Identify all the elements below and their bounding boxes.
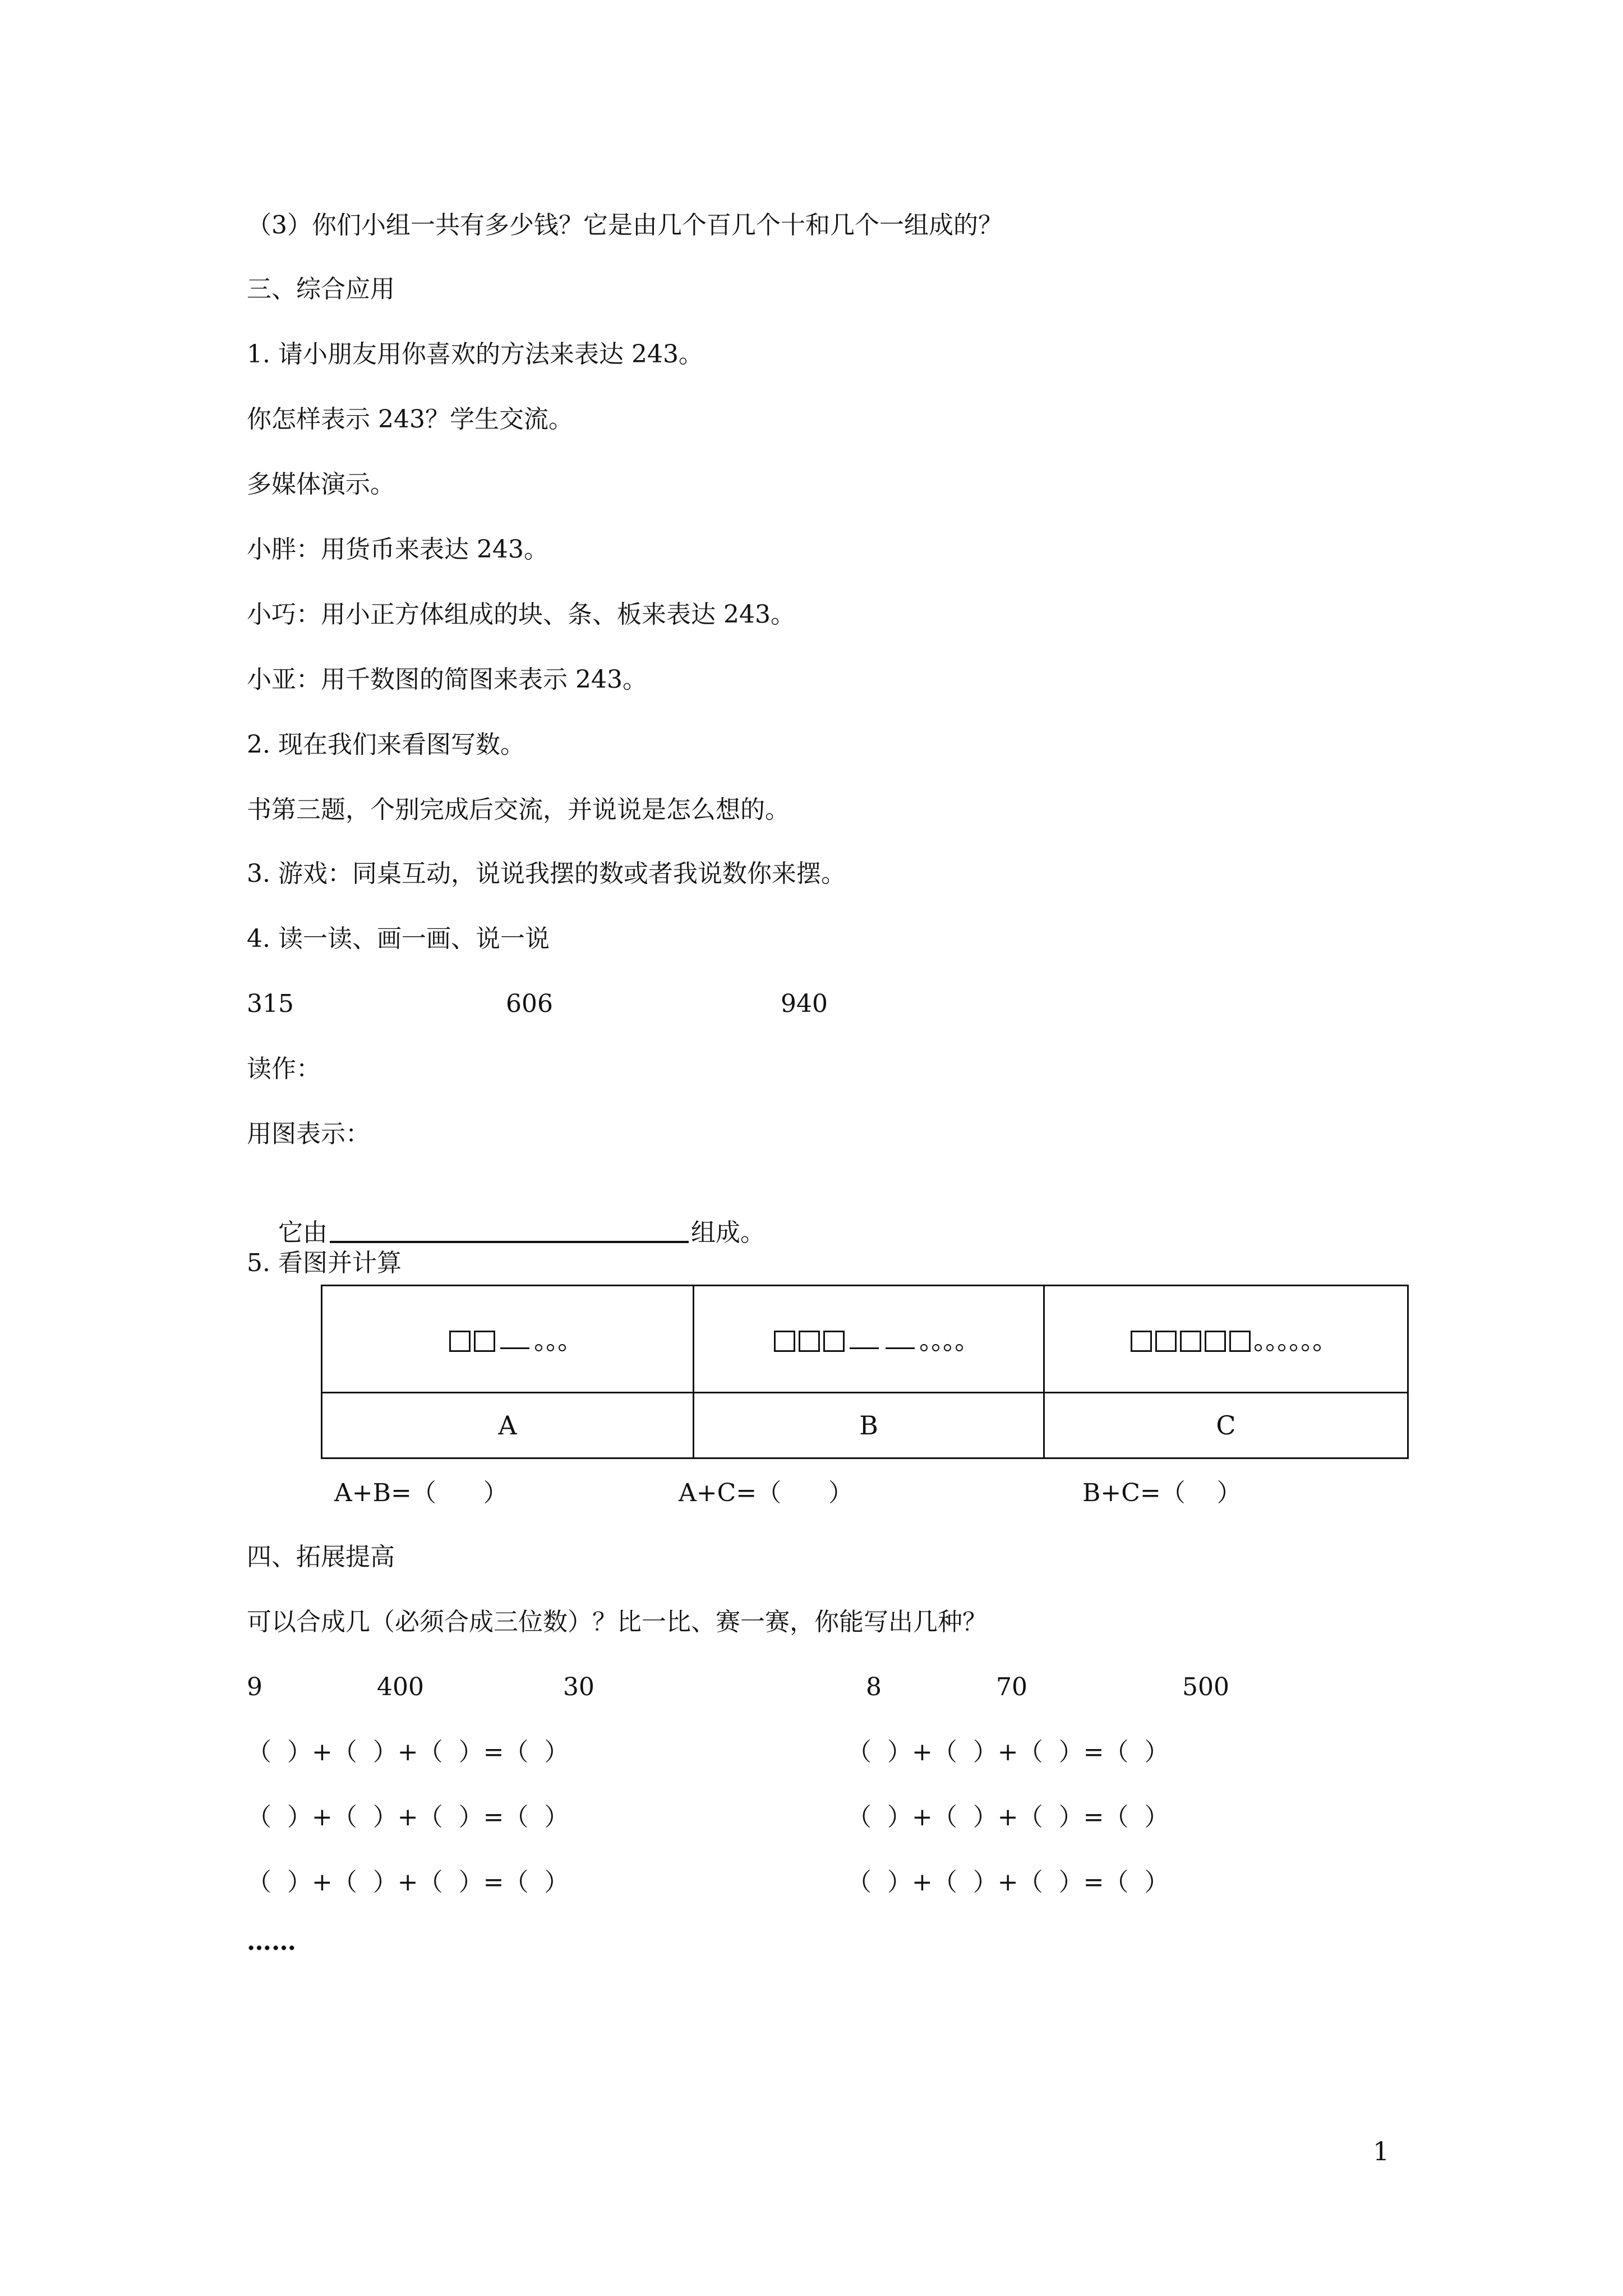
composition-blank[interactable]: [330, 1216, 689, 1243]
sum-b-c: B+C=（ ）: [1082, 1479, 1242, 1507]
hundred-square-icon: [1229, 1331, 1251, 1352]
right-number-2: 70: [996, 1673, 1027, 1701]
hundred-square-icon: [1131, 1331, 1152, 1352]
left-equation-2: （ ）+（ ）+（ ）=（ ）: [247, 1803, 569, 1832]
right-equation-2: （ ）+（ ）+（ ）=（ ）: [847, 1803, 1169, 1832]
one-dot-icon: [1266, 1344, 1274, 1351]
one-dot-icon: [547, 1344, 554, 1351]
picture-c: [1044, 1286, 1408, 1393]
question-3-text: （3）你们小组一共有多少钱？它是由几个百几个十和几个一组成的？: [247, 211, 1003, 240]
exercise-1-line-b: 多媒体演示。: [247, 470, 395, 499]
hundred-square-icon: [823, 1331, 845, 1352]
picture-calc-table: [321, 1285, 1409, 1459]
one-dot-icon: [1290, 1344, 1297, 1351]
left-number-3: 30: [563, 1673, 594, 1701]
label-c: C: [1044, 1393, 1408, 1458]
exercise-1-line-a: 你怎样表示 243？学生交流。: [247, 405, 573, 434]
label-b: B: [694, 1393, 1044, 1458]
number-606: 606: [506, 990, 553, 1018]
one-dot-icon: [956, 1344, 963, 1351]
left-number-1: 9: [247, 1673, 262, 1701]
right-number-3: 500: [1182, 1673, 1229, 1701]
left-equation-1: （ ）+（ ）+（ ）=（ ）: [247, 1738, 569, 1766]
one-dot-icon: [944, 1344, 951, 1351]
label-a: A: [322, 1393, 694, 1458]
number-315: 315: [247, 990, 294, 1018]
section-heading-3: 三、综合应用: [247, 275, 395, 303]
ten-bar-icon: [850, 1334, 879, 1349]
sum-a-b: A+B=（ ）: [334, 1479, 508, 1507]
exercise-5: 5. 看图并计算: [247, 1249, 402, 1277]
exercise-2: 2. 现在我们来看图写数。: [247, 730, 525, 759]
one-dot-icon: [1278, 1344, 1285, 1351]
exercise-1-line-d: 小巧：用小正方体组成的块、条、板来表达 243。: [247, 600, 795, 629]
ten-bar-icon: [886, 1334, 915, 1349]
right-equation-3: （ ）+（ ）+（ ）=（ ）: [847, 1868, 1169, 1897]
one-dot-icon: [1255, 1344, 1262, 1351]
one-dot-icon: [1302, 1344, 1309, 1351]
one-dot-icon: [1313, 1344, 1321, 1351]
page-number: 1: [1373, 2136, 1390, 2166]
hundred-square-icon: [799, 1331, 820, 1352]
one-dot-icon: [932, 1344, 939, 1351]
hundred-square-icon: [1155, 1331, 1177, 1352]
one-dot-icon: [559, 1344, 566, 1351]
exercise-1: 1. 请小朋友用你喜欢的方法来表达 243。: [247, 340, 703, 369]
picture-b: [694, 1286, 1044, 1393]
exercise-3: 3. 游戏：同桌互动，说说我摆的数或者我说数你来摆。: [247, 859, 846, 888]
picture-a: [322, 1286, 694, 1393]
section-heading-4: 四、拓展提高: [247, 1543, 395, 1571]
right-equation-1: （ ）+（ ）+（ ）=（ ）: [847, 1738, 1169, 1766]
hundred-square-icon: [474, 1331, 495, 1352]
draw-label: 用图表示：: [247, 1120, 370, 1148]
read-as-label: 读作：: [247, 1055, 321, 1083]
ellipsis: ……: [247, 1927, 296, 1956]
exercise-2-line-a: 书第三题，个别完成后交流，并说说是怎么想的。: [247, 795, 790, 824]
composition-suffix: 组成。: [690, 1218, 765, 1247]
exercise-1-line-e: 小亚：用千数图的简图来表示 243。: [247, 665, 647, 694]
one-dot-icon: [535, 1344, 542, 1351]
hundred-square-icon: [1205, 1331, 1226, 1352]
one-dot-icon: [920, 1344, 928, 1351]
hundred-square-icon: [449, 1331, 471, 1352]
sum-a-c: A+C=（ ）: [679, 1479, 854, 1507]
exercise-4: 4. 读一读、画一画、说一说: [247, 924, 550, 953]
ten-bar-icon: [500, 1334, 529, 1349]
right-number-1: 8: [866, 1673, 882, 1701]
left-equation-3: （ ）+（ ）+（ ）=（ ）: [247, 1868, 569, 1897]
hundred-square-icon: [1180, 1331, 1201, 1352]
hundred-square-icon: [774, 1331, 795, 1352]
number-940: 940: [781, 990, 828, 1018]
composition-prefix: 它由: [278, 1218, 328, 1247]
exercise-1-line-c: 小胖：用货币来表达 243。: [247, 535, 548, 564]
section-4-prompt: 可以合成几（必须合成三位数）？比一比、赛一赛，你能写出几种？: [247, 1608, 987, 1636]
left-number-2: 400: [377, 1673, 424, 1701]
